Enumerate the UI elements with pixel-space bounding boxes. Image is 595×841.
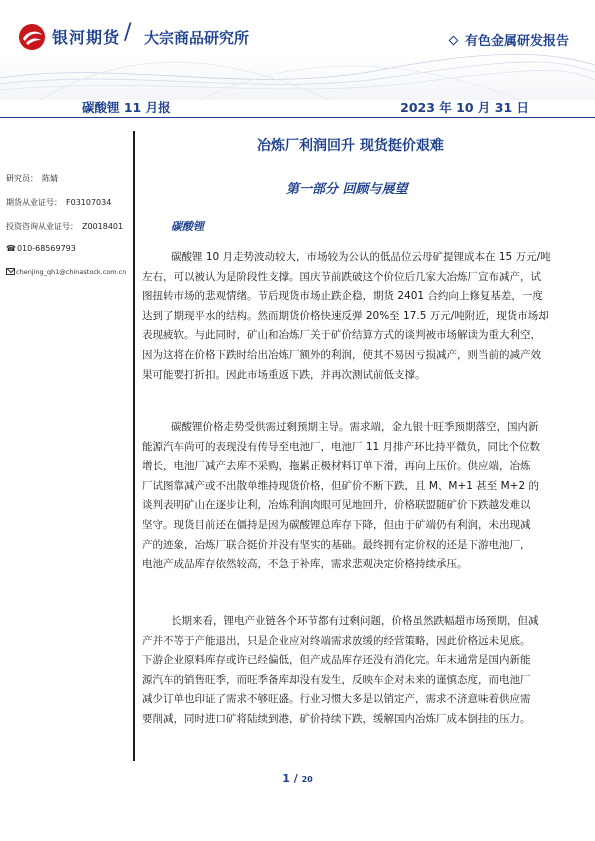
paragraph-line: 要削减，同时进口矿将陆续到港，矿价持续下跌，缓解国内冶炼厂成本倒挂的压力。 — [142, 712, 531, 725]
paragraph-line: 碳酸锂价格走势受供需过剩预期主导。需求端，金九银十旺季预期落空，国内新 — [171, 421, 539, 433]
email-address[interactable]: chenjing_qh1@chinastock.com.cn — [16, 268, 127, 276]
institute-name: 大宗商品研究所 — [144, 29, 250, 47]
researcher-name: 陈婧 — [42, 174, 58, 183]
part-title: 第一部分 回顾与展望 — [286, 182, 408, 197]
email-row — [6, 267, 126, 276]
paragraph-line: 源汽车的销售旺季，而旺季备库却没有发生，反映车企对未来的谨慎态度，而电池厂 — [142, 673, 531, 686]
paragraph-line: 下游企业原料库存或许已经偏低，但产成品库存还没有消化完。年末通常是国内新能 — [142, 654, 531, 667]
paragraph-line: 达到了期现平水的结构。然而期货价格快速反弹 20%至 17.5 万元/吨附近，现货市场却 — [142, 309, 549, 322]
paragraph-line: 表现疲软。与此同时，矿山和冶炼厂关于矿价结算方式的谈判被市场解读为重大利空， — [142, 329, 541, 342]
brand-separator: / — [124, 20, 132, 45]
paragraph-line: 产并不等于产能退出，只是企业应对终端需求放缓的经营策略，因此价格远未见底。 — [142, 634, 531, 647]
paragraph-line: 碳酸锂 10 月走势波动较大，市场较为公认的低品位云母矿提锂成本在 15 万元/吨 — [171, 251, 551, 263]
report-type-label: 有色金属研发报告 — [464, 34, 569, 49]
paragraph-3 — [142, 612, 572, 730]
futures-license-label: 期货从业证号： — [6, 198, 62, 207]
report-header — [0, 0, 595, 100]
paragraph-line: 厂试图靠减产或不出散单维持现货价格，但矿价不断下跌，且 M、M+1 甚至 M+2 的 — [142, 479, 539, 492]
section-heading: 碳酸锂 — [171, 220, 204, 233]
phone-icon: ☎ — [6, 244, 16, 253]
header-divider — [0, 117, 595, 118]
invest-license-row — [6, 221, 123, 232]
galaxy-logo-icon — [17, 22, 47, 52]
phone-row — [6, 244, 76, 253]
paragraph-line: 因为这将在价格下跌时给出冶炼厂额外的利润，使其不易因亏损减产，则当前的减产效 — [142, 348, 541, 361]
paragraph-line: 能源汽车尚可的表现没有传导至电池厂，电池厂 11 月排产环比持平微负，同比个位数 — [142, 440, 541, 453]
diamond-icon — [449, 36, 459, 46]
report-type — [450, 30, 569, 49]
paragraph-1 — [142, 248, 572, 385]
paragraph-line: 增长，电池厂减产去库不采购，拖累正极材料订单下滑，再向上压价。供应端，冶炼 — [142, 460, 531, 473]
futures-license-row — [6, 197, 111, 208]
paragraph-2 — [142, 418, 572, 575]
paragraph-line: 长期来看，锂电产业链各个环节都有过剩问题，价格虽然跌幅超市场预期，但减 — [171, 615, 539, 627]
page-separator: / — [289, 772, 302, 785]
paragraph-line: 电池产成品库存依然较高，不急于补库，需求悲观决定价格持续承压。 — [142, 558, 468, 571]
report-date: 2023 年 10 月 31 日 — [400, 100, 529, 115]
paragraph-line: 果可能要打折扣。因此市场重返下跌，并再次测试前低支撑。 — [142, 368, 426, 381]
paragraph-line: 坚守。现货目前还在僵持是因为碳酸锂总库存下降，但由于矿端仍有利润，未出现减 — [142, 518, 531, 531]
phone-number: 010-68569793 — [16, 244, 76, 253]
report-title: 碳酸锂 11 月报 — [82, 100, 171, 115]
page-current: 1 — [282, 772, 290, 785]
page-number — [0, 772, 595, 785]
invest-license-label: 投资咨询从业证号： — [6, 222, 78, 231]
paragraph-line: 减少订单也印证了需求不够旺盛。行业习惯大多是以销定产，需求不济意味着供应需 — [142, 693, 531, 706]
researcher-row — [6, 173, 58, 184]
column-divider — [133, 131, 135, 761]
page-total: 20 — [301, 775, 313, 784]
invest-license-number: Z0018401 — [82, 222, 124, 231]
paragraph-line: 产的迹象，冶炼厂联合挺价并没有坚实的基础。最终拥有定价权的还是下游电池厂， — [142, 538, 531, 551]
futures-license-number: F03107034 — [66, 198, 112, 207]
paragraph-line: 左右，可以被认为是阶段性支撑。国庆节前跌破这个价位后几家大冶炼厂宣布减产，试 — [142, 270, 541, 283]
header-decoration — [0, 0, 595, 100]
article-title: 冶炼厂利润回升 现货挺价艰难 — [257, 138, 444, 154]
paragraph-line: 谈判表明矿山在逐步让利，冶炼利润肉眼可见地回升，价格联盟随矿价下跌越发难以 — [142, 499, 531, 512]
paragraph-line: 图扭转市场的悲观情绪。节后现货市场止跌企稳，期货 2401 合约向上修复基差，一度 — [142, 290, 543, 303]
brand-name: 银河期货 — [52, 28, 121, 47]
mail-icon — [6, 268, 15, 275]
researcher-label: 研究员： — [6, 174, 38, 183]
